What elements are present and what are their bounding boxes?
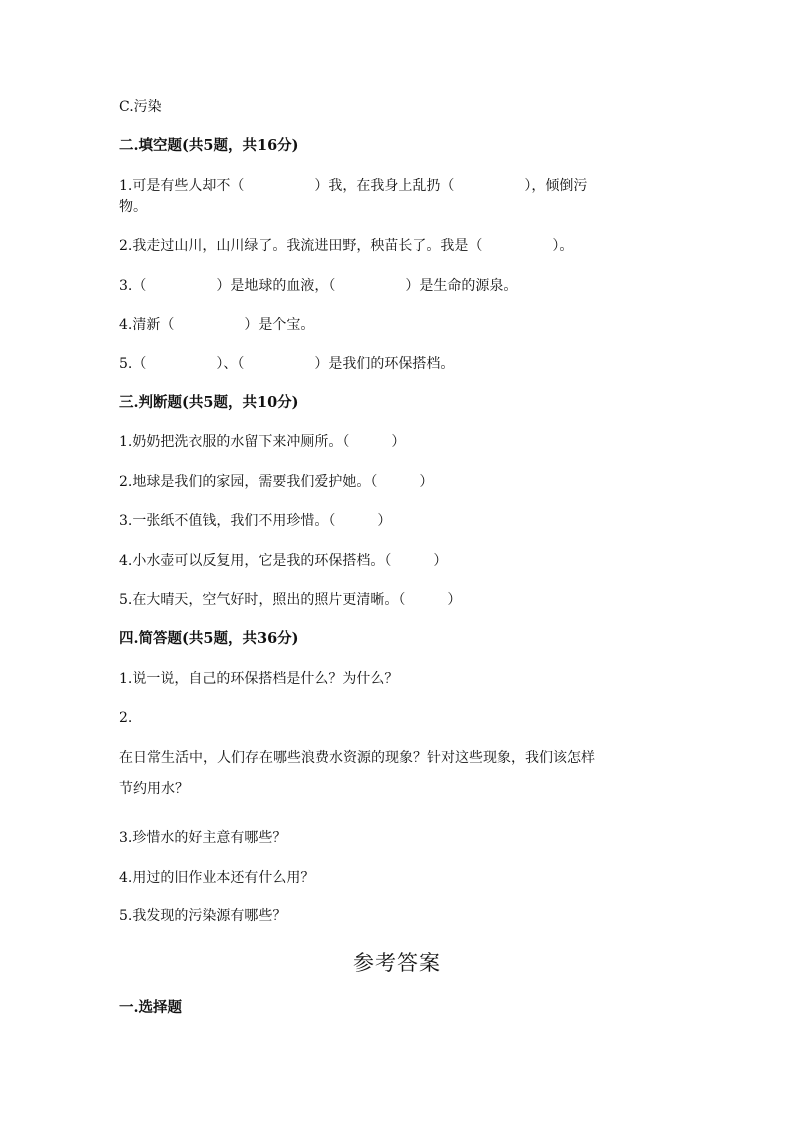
answer-key-title: 参考答案 (353, 951, 441, 975)
fill-question-1-line-2: 物。 (119, 199, 147, 215)
judge-question-5: 5.在大晴天，空气好时，照出的照片更清晰。（ ） (119, 592, 462, 608)
short-question-2-number: 2. (119, 710, 133, 726)
section-4-heading: 四.简答题(共5题，共36分) (119, 630, 299, 647)
option-c-text: C.污染 (119, 99, 162, 115)
fill-question-5: 5.（ ）、（ ）是我们的环保搭档。 (119, 356, 455, 372)
judge-question-4: 4.小水壶可以反复用，它是我的环保搭档。（ ） (119, 553, 448, 569)
short-question-3: 3.珍惜水的好主意有哪些？ (119, 830, 287, 846)
short-question-1: 1.说一说，自己的环保搭档是什么？为什么？ (119, 671, 399, 687)
answer-section-1-heading: 一.选择题 (119, 999, 183, 1016)
fill-question-4: 4.清新（ ）是个宝。 (119, 317, 315, 333)
judge-question-2: 2.地球是我们的家园，需要我们爱护她。（ ） (119, 474, 434, 490)
fill-question-2: 2.我走过山川，山川绿了。我流进田野，秧苗长了。我是（ ）。 (119, 238, 574, 254)
judge-question-1: 1.奶奶把洗衣服的水留下来冲厕所。（ ） (119, 434, 406, 450)
short-question-4: 4.用过的旧作业本还有什么用？ (119, 870, 315, 886)
section-2-heading: 二.填空题(共5题，共16分) (119, 137, 299, 154)
short-question-2-line-2: 节约用水？ (119, 781, 189, 797)
judge-question-3: 3.一张纸不值钱，我们不用珍惜。（ ） (119, 513, 392, 529)
short-question-2-line-1: 在日常生活中，人们存在哪些浪费水资源的现象？针对这些现象，我们该怎样 (119, 750, 595, 766)
fill-question-1-line-1: 1.可是有些人却不（ ）我，在我身上乱扔（ ），倾倒污 (119, 178, 588, 194)
fill-question-3: 3.（ ）是地球的血液，（ ）是生命的源泉。 (119, 278, 518, 294)
section-3-heading: 三.判断题(共5题，共10分) (119, 394, 299, 411)
short-question-5: 5.我发现的污染源有哪些？ (119, 908, 287, 924)
